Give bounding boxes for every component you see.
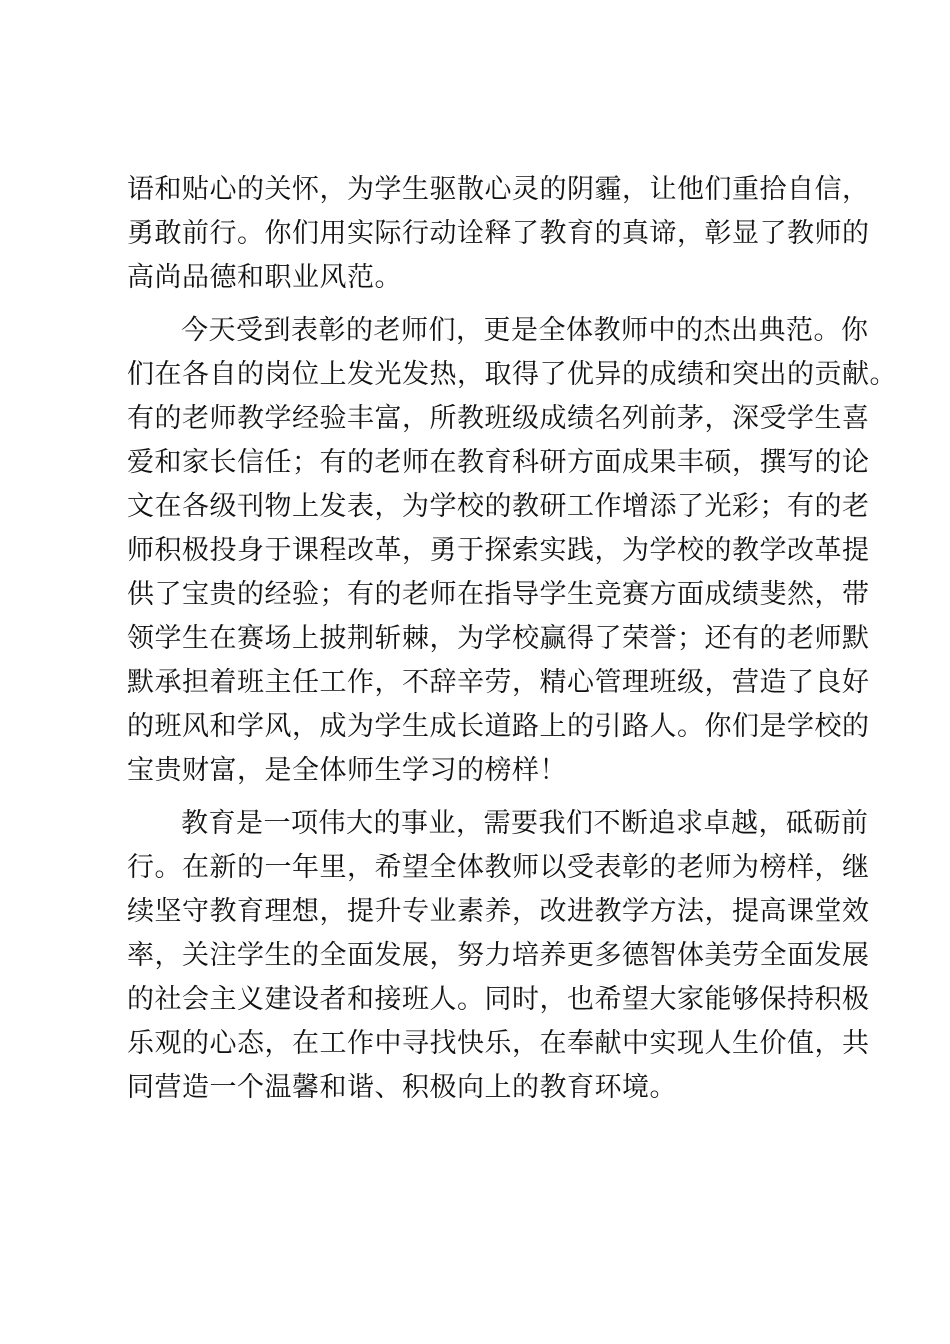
- paragraph-line: 高尚品德和职业风范。: [127, 262, 402, 293]
- paragraph-line: 续坚守教育理想，提升专业素养，改进教学方法，提高课堂效: [127, 896, 870, 927]
- paragraph-line: 爱和家长信任；有的老师在教育科研方面成果丰硕，撰写的论: [127, 447, 870, 478]
- paragraph-line: 们在各自的岗位上发光发热，取得了优异的成绩和突出的贡献。: [127, 359, 897, 390]
- paragraph-line: 乐观的心态，在工作中寻找快乐，在奉献中实现人生价值，共: [127, 1028, 870, 1059]
- paragraph-line: 行。在新的一年里，希望全体教师以受表彰的老师为榜样，继: [127, 852, 870, 883]
- paragraph-line: 率，关注学生的全面发展，努力培养更多德智体美劳全面发展: [127, 940, 870, 971]
- paragraph-line: 供了宝贵的经验；有的老师在指导学生竞赛方面成绩斐然，带: [127, 579, 870, 610]
- paragraph-line: 语和贴心的关怀，为学生驱散心灵的阴霾，让他们重拾自信，: [127, 174, 870, 205]
- paragraph-line: 的社会主义建设者和接班人。同时，也希望大家能够保持积极: [127, 984, 870, 1015]
- paragraph-line: 的班风和学风，成为学生成长道路上的引路人。你们是学校的: [127, 711, 870, 742]
- paragraph-line: 默承担着班主任工作，不辞辛劳，精心管理班级，营造了良好: [127, 667, 870, 698]
- paragraph-1: [127, 168, 870, 300]
- paragraph-line: 宝贵财富，是全体师生学习的榜样！: [127, 755, 567, 786]
- paragraph-line: 文在各级刊物上发表，为学校的教研工作增添了光彩；有的老: [127, 491, 870, 522]
- paragraph-line: 今天受到表彰的老师们，更是全体教师中的杰出典范。你: [181, 315, 869, 346]
- paragraph-2: [127, 309, 897, 793]
- paragraph-line: 同营造一个温馨和谐、积极向上的教育环境。: [127, 1072, 677, 1103]
- paragraph-line: 有的老师教学经验丰富，所教班级成绩名列前茅，深受学生喜: [127, 403, 870, 434]
- paragraph-line: 教育是一项伟大的事业，需要我们不断追求卓越，砥砺前: [181, 808, 869, 839]
- paragraph-line: 师积极投身于课程改革，勇于探索实践，为学校的教学改革提: [127, 535, 870, 566]
- paragraph-line: 勇敢前行。你们用实际行动诠释了教育的真谛，彰显了教师的: [127, 218, 870, 249]
- paragraph-3: [127, 802, 870, 1110]
- paragraph-line: 领学生在赛场上披荆斩棘，为学校赢得了荣誉；还有的老师默: [127, 623, 870, 654]
